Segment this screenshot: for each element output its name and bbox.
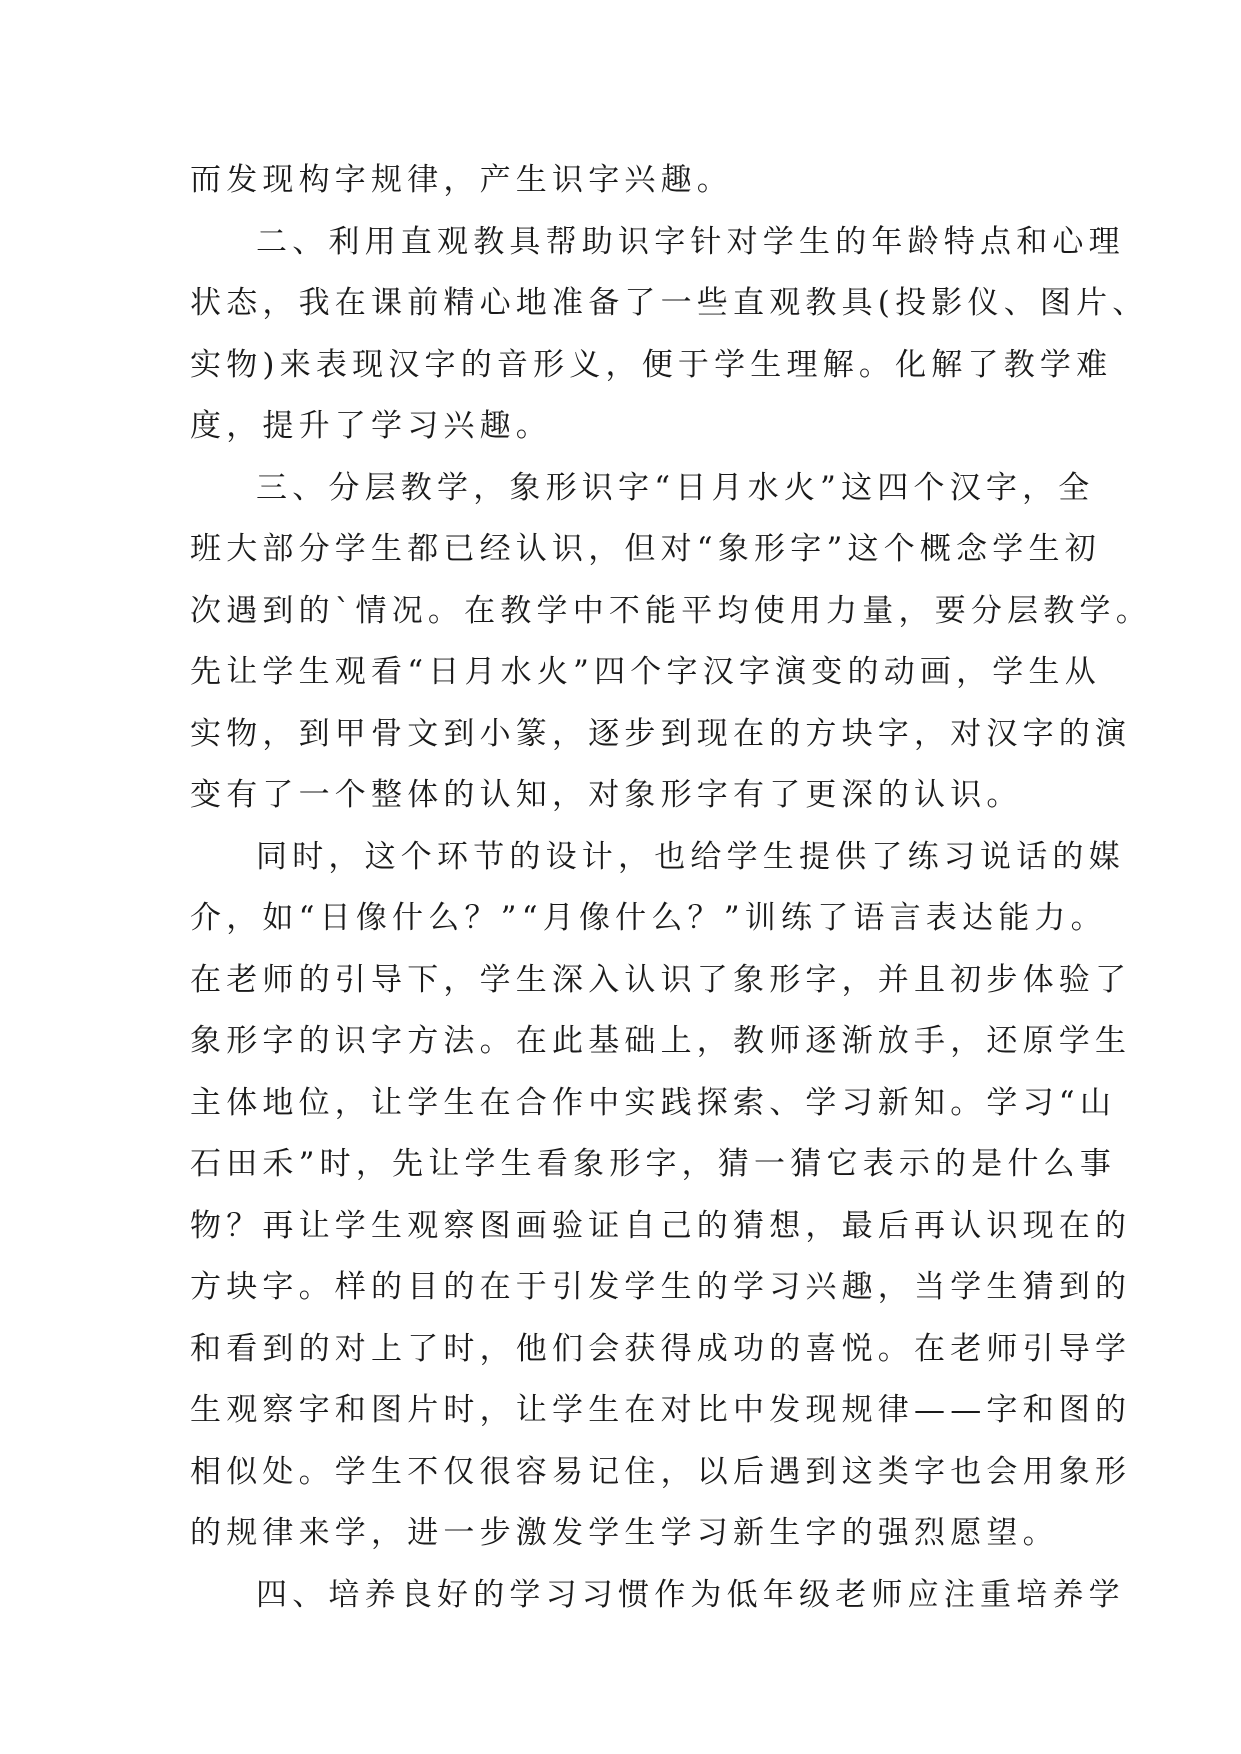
text-line: 班大部分学生都已经认识，但对“象形字”这个概念学生初 [190, 531, 1101, 567]
text-line: 石田禾”时，先让学生看象形字，猜一猜它表示的是什么事 [190, 1146, 1117, 1182]
text-line: 象形字的识字方法。在此基础上，教师逐渐放手，还原学生 [190, 1023, 1132, 1059]
text-line: 度，提升了学习兴趣。 [190, 408, 552, 444]
text-line: 的规律来学，进一步激发学生学习新生字的强烈愿望。 [190, 1515, 1059, 1551]
text-line: 在老师的引导下，学生深入认识了象形字，并且初步体验了 [190, 961, 1132, 998]
text-line: 和看到的对上了时，他们会获得成功的喜悦。在老师引导学 [190, 1330, 1132, 1367]
text-line: 二、利用直观教具帮助识字针对学生的年龄特点和心理 [256, 223, 1125, 260]
text-line: 相似处。学生不仅很容易记住，以后遇到这类字也会用象形 [190, 1453, 1132, 1490]
text-line: 方块字。样的目的在于引发学生的学习兴趣，当学生猜到的 [190, 1269, 1132, 1305]
document-body [190, 150, 1152, 1626]
text-line: 四、培养良好的学习习惯作为低年级老师应注重培养学 [256, 1576, 1125, 1613]
text-line: 物？再让学生观察图画验证自己的猜想，最后再认识现在的 [190, 1207, 1132, 1244]
text-line: 先让学生观看“日月水火”四个字汉字演变的动画，学生从 [190, 654, 1101, 690]
text-line: 生观察字和图片时，让学生在对比中发现规律——字和图的 [190, 1392, 1132, 1428]
text-line: 状态，我在课前精心地准备了一些直观教具(投影仪、图片、 [190, 285, 1149, 321]
text-line: 三、分层教学，象形识字“日月水火”这四个汉字，全 [256, 469, 1095, 506]
text-line: 实物)来表现汉字的音形义，便于学生理解。化解了教学难 [190, 346, 1113, 383]
text-line: 主体地位，让学生在合作中实践探索、学习新知。学习“山 [190, 1084, 1117, 1121]
text-line: 介，如“日像什么？”“月像什么？”训练了语言表达能力。 [190, 900, 1107, 936]
text-line: 而发现构字规律，产生识字兴趣。 [190, 162, 733, 198]
text-line: 同时，这个环节的设计，也给学生提供了练习说话的媒 [256, 838, 1125, 875]
text-line: 次遇到的`情况。在教学中不能平均使用力量，要分层教学。 [190, 592, 1152, 629]
text-line: 实物，到甲骨文到小篆，逐步到现在的方块字，对汉字的演 [190, 715, 1132, 752]
text-line: 变有了一个整体的认知，对象形字有了更深的认识。 [190, 777, 1023, 813]
